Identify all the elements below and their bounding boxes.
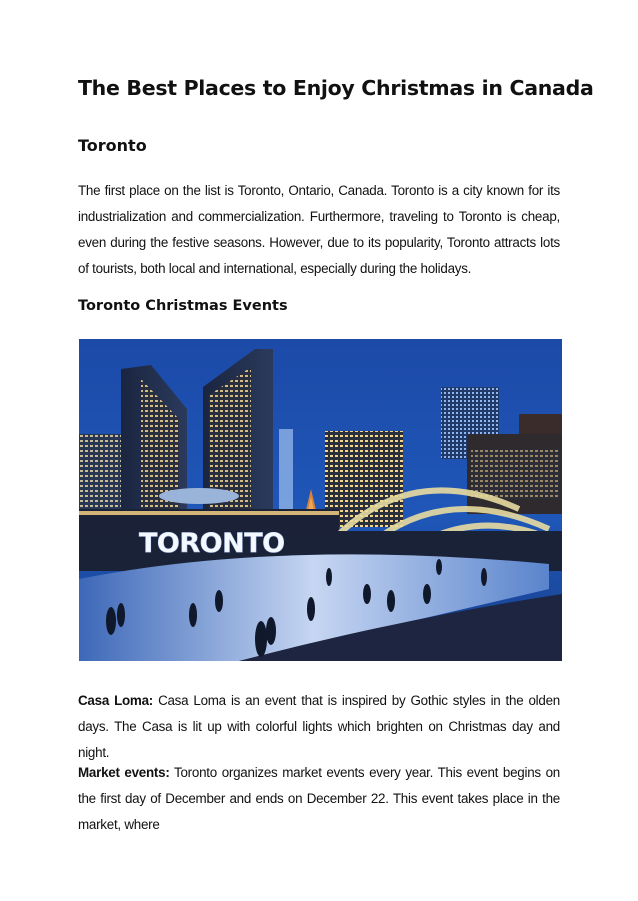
toronto-sign: TORONTO [139, 528, 285, 559]
page-title: The Best Places to Enjoy Christmas in Canada [78, 76, 594, 100]
intro-paragraph: The first place on the list is Toronto, Ontario, Canada. Toronto is a city known for its industrialization and commercialization. Furthermore, traveling to Toronto is cheap, even during the festive seasons. However, due to its popularity, Toronto attracts lots of tourists, both local and international, especially during the holidays. [78, 183, 560, 276]
distant-tower [279, 429, 293, 519]
section-heading: Toronto [78, 136, 147, 155]
event-description: Casa Loma is an event that is inspired by Gothic styles in the olden days. The Casa is lit up with colorful lights which brighten on Christmas day and night. [78, 693, 560, 760]
event-name: Casa Loma: [78, 693, 153, 708]
event-market [78, 760, 560, 838]
event-description: Toronto organizes market events every year. This event begins on the first day of December and ends on December 22. This event takes place in the market, where [78, 765, 560, 832]
event-name: Market events: [78, 765, 170, 780]
toronto-city-hall-photo [79, 339, 562, 661]
council-dome [159, 488, 239, 504]
subsection-heading: Toronto Christmas Events [78, 298, 288, 314]
event-casa-loma [78, 688, 560, 766]
